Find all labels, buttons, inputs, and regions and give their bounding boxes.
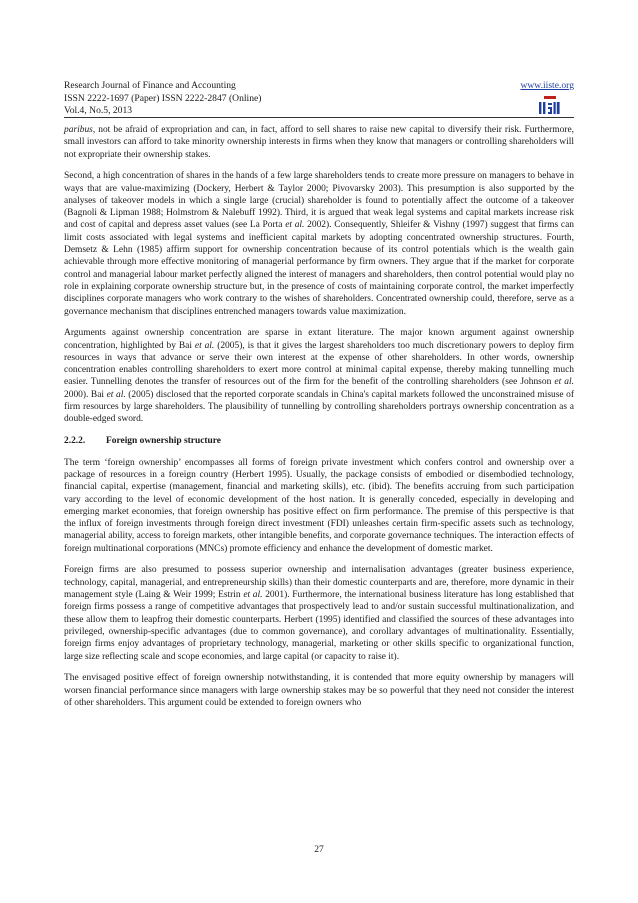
paragraph: Arguments against ownership concentration are sparse in extant literature. The major known argument against ownership concentration, highlighted by Bai et al. (2005), is that it gives the largest shareholders too much discretionary powers to deploy firm resources in ways that advance or serve their own interest at the expense of other shareholders. In other words, ownership concentration enables controlling shareholders to exert more control at minimal capital expense, thereby making tunnelling much easier. Tunnelling denotes the transfer of resources out of the firm for the benefit of the controlling shareholders (see Johnson et al. 2000). Bai et al. (2005) disclosed that the reported corporate scandals in China's capital markets followed the unconstrained misuse of firm resources by large shareholders. The plausibility of tunnelling by controlling shareholders portrays ownership concentration as a double-edged sword. [64,328,575,425]
volume-line: Vol.4, No.5, 2013 [64,105,133,117]
paragraph: The envisaged positive effect of foreign ownership notwithstanding, it is contended that more equity ownership by managers will worsen financial performance since managers with large ownership stakes may be so powerful that they need not consider the interest of other shareholders. This argument could be extended to foreign owners who [64,673,574,708]
paragraph: The term ‘foreign ownership’ encompasses all forms of foreign private investment which confers control and ownership over a package of resources in a foreign country (Herbert 1995). Usually, the package consists of embodied or disembodied technology, financial capital, expertise (management, financial and marketing skills), etc. (ibid). The benefits accruing from such participation vary according to the level of economic development of the host nation. It is generally conceded, especially in developing and emerging market economies, that foreign ownership has positive effect on firm performance. The premise of this perspective is that the influx of foreign investments through foreign direct investment (FDI) unleashes certain firm-specific assets such as technology, managerial ability, access to foreign markets, other intangible benefits, and corporate governance techniques. The interaction effects of foreign multinational corporations (MNCs) promote efficiency and enhance the development of domestic market. [64,457,574,554]
page-number: 27 [314,844,324,855]
article-body [64,124,574,719]
section-heading [64,435,574,447]
paragraph: Foreign firms are also presumed to possess superior ownership and internalisation advantages (greater business experience, technology, capital, managerial, and entrepreneurship skills) than their domestic counterparts and are, therefore, more dynamic in their management style (Laing & Weir 1999; Estrin et al. 2001). Furthermore, the international business literature has long established that foreign firms possess a range of competitive advantages that prospectively lead to and/or sustain successful multinationalization, and these allow them to leapfrog their domestic counterparts. Herbert (1995) identified and classified the sources of these advantages into privileged, ownership-specific advantages (due to common governance), and corollary advantages of multinationality. Essentially, foreign firms enjoy advantages of proprietary technology, managerial, marketing or other skills specific to organizational function, large size reflecting scale and scope economies, and large capital (or capacity to raise it). [64,565,574,662]
paragraph-continued: paribus, not be afraid of expropriation and can, in fact, afford to sell shares to raise new capital to diversify their risk. Furthermore, small investors can afford to take minority ownership interests in firms when they know that managers or controlling shareholders will not expropriate their ownership stakes. [64,125,574,160]
section-number: 2.2.2. [64,436,86,446]
section-title: Foreign ownership structure [106,436,221,446]
running-header [64,80,574,118]
journal-url-link[interactable]: www.iiste.org [520,80,574,91]
paragraph: Second, a high concentration of shares in the hands of a few large shareholders tends to create more pressure on managers to behave in ways that are value-maximizing (Dockery, Herbert & Taylor 2000; Pivovarsky 2003). This presumption is also supported by the analyses of takeover models in which a single large (crucial) shareholder is found to potentially affect the outcome of a takeover (Bagnoli & Lipman 1988; Holmstrom & Nalebuff 1992). Third, it is argued that weak legal systems and capital markets increase risk and cost of capital and depress asset values (see La Porta et al. 2002). Consequently, Shleifer & Vishny (1997) suggest that firms can limit costs associated with legal systems and inefficient capital markets by adopting concentrated ownership structures. Fourth, Demsetz & Lehn (1985) affirm support for ownership concentration because of its control potentials which is the wealth gain achievable through more effective monitoring of managerial performance by firm owners. They argue that if the market for corporate control and managerial labour market perfectly aligned the interest of managers and shareholders, then control potential would play no role in explaining corporate ownership structure but, in the presence of costs of maintaining corporate control, the market imperfectly disciplines corporate managers who work contrary to the wishes of shareholders. Concentrated ownership could, therefore, serve as a governance mechanism that disciplines entrenched managers towards value maximization. [64,171,574,317]
issn-line: ISSN 2222-1697 (Paper) ISSN 2222-2847 (Online) [64,92,262,104]
journal-name: Research Journal of Finance and Accounting [64,80,236,91]
iiste-logo [538,96,560,116]
header-divider [64,117,574,118]
italic-term: paribus [64,125,93,135]
